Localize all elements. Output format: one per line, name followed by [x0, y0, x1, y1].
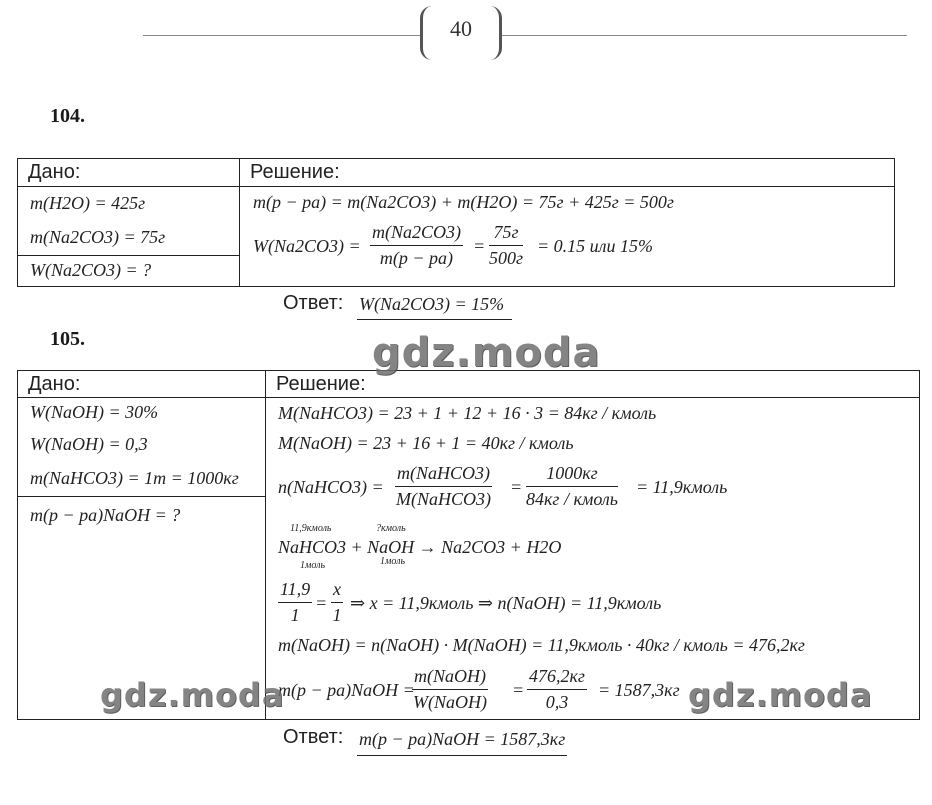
- reaction-below-2: 1моль: [380, 556, 406, 567]
- header-rule-left: [143, 35, 420, 36]
- watermark-center: gdz.moda: [372, 330, 601, 376]
- problem-105-fraction-3: [412, 666, 488, 713]
- problem-104-given-label: Дано:: [28, 161, 81, 183]
- problem-104-header-rule: [17, 186, 895, 187]
- problem-105-fraction-4: [527, 666, 587, 713]
- problem-104-solution-line-1: m(p − pa) = m(Na2CO3) + m(H2O) = 75г + 425г = 500г: [253, 192, 674, 212]
- problem-104-equals: =: [473, 236, 486, 256]
- watermark-bottom-left: gdz.moda: [100, 676, 285, 714]
- problem-105-solution-line-2: M(NaOH) = 23 + 16 + 1 = 40кг / кмоль: [278, 433, 574, 453]
- problem-105-divider: [265, 370, 266, 720]
- fraction-numerator: 11,9: [278, 579, 312, 603]
- page-number: 40: [450, 16, 472, 41]
- problem-105-solution-line-1: M(NaHCO3) = 23 + 1 + 12 + 16 · 3 = 84кг / кмоль: [278, 403, 657, 423]
- problem-104-answer-label: Ответ:: [283, 292, 344, 314]
- fraction-numerator: x: [331, 579, 343, 603]
- problem-105-reaction: NaHCO3 + NaOH → Na2CO3 + H2O: [278, 537, 562, 557]
- problem-104-number: 104.: [50, 105, 85, 127]
- problem-104-solution-line-2-lhs: W(Na2CO3) =: [253, 236, 361, 256]
- problem-105-fraction-1: [395, 463, 492, 510]
- problem-105-line-3-lhs: n(NaHCO3) =: [278, 477, 384, 497]
- problem-105-line-6-lhs: m(p − pa)NaOH =: [278, 680, 415, 700]
- reaction-above-1: 11,9кмоль: [290, 523, 332, 534]
- fraction-numerator: m(NaHCO3): [395, 463, 492, 487]
- reaction-below-1: 1моль: [300, 560, 326, 571]
- problem-104-fraction-2: [489, 222, 523, 269]
- problem-104-find: W(Na2CO3) = ?: [30, 260, 152, 280]
- fraction-denominator: W(NaOH): [413, 692, 487, 712]
- proportion-fraction-1: [278, 579, 312, 626]
- fraction-denominator: 84кг / кмоль: [526, 489, 618, 509]
- proportion-equals: =: [315, 593, 328, 613]
- fraction-numerator: m(Na2CO3): [370, 222, 463, 246]
- problem-104-answer-underline: [357, 319, 512, 320]
- fraction-numerator: 1000кг: [526, 463, 618, 487]
- problem-105-given-label: Дано:: [28, 373, 81, 395]
- problem-105-line-6-equals: =: [512, 680, 525, 700]
- problem-104-given-find-rule: [17, 255, 239, 256]
- fraction-denominator: M(NaHCO3): [396, 489, 491, 509]
- problem-105-line-3-equals: =: [510, 477, 523, 497]
- problem-105-fraction-2: [526, 463, 618, 510]
- fraction-denominator: 0,3: [545, 692, 569, 712]
- problem-105-number: 105.: [50, 328, 85, 350]
- watermark-bottom-right: gdz.moda: [688, 676, 873, 714]
- problem-105-given-1: W(NaOH) = 30%: [30, 402, 159, 422]
- fraction-denominator: m(p − pa): [379, 248, 454, 268]
- problem-105-solution-label: Решение:: [276, 373, 366, 395]
- problem-105-given-3: m(NaHCO3) = 1т = 1000кг: [30, 468, 239, 488]
- problem-105-solution-line-5: m(NaOH) = n(NaOH) · M(NaOH) = 11,9кмоль · 40кг / кмоль = 476,2кг: [278, 635, 805, 655]
- problem-105-answer-underline: [357, 755, 567, 756]
- problem-105-header-rule: [17, 397, 920, 398]
- problem-104-given-1: m(H2O) = 425г: [30, 193, 146, 213]
- problem-105-line-3-rhs: = 11,9кмоль: [636, 477, 728, 497]
- fraction-numerator: 75г: [489, 222, 523, 246]
- problem-104-solution-label: Решение:: [250, 161, 340, 183]
- problem-104-answer: W(Na2CO3) = 15%: [359, 294, 505, 314]
- problem-104-divider: [239, 158, 240, 287]
- problem-105-given-2: W(NaOH) = 0,3: [30, 434, 148, 454]
- problem-105-answer-label: Ответ:: [283, 726, 344, 748]
- proportion-fraction-2: [331, 579, 343, 626]
- fraction-denominator: 500г: [489, 248, 524, 268]
- fraction-denominator: 1: [290, 605, 300, 625]
- fraction-denominator: 1: [332, 605, 342, 625]
- fraction-numerator: 476,2кг: [527, 666, 587, 690]
- reaction-above-2: ?кмоль: [376, 523, 406, 534]
- fraction-numerator: m(NaOH): [412, 666, 488, 690]
- problem-105-find: m(p − pa)NaOH = ?: [30, 505, 181, 525]
- problem-105-answer: m(p − pa)NaOH = 1587,3кг: [359, 729, 566, 749]
- problem-105-given-find-rule: [17, 496, 265, 497]
- header-rule-right: [502, 35, 907, 36]
- problem-104-given-2: m(Na2CO3) = 75г: [30, 227, 166, 247]
- problem-105-line-6-rhs: = 1587,3кг: [598, 680, 680, 700]
- proportion-rhs: ⇒ x = 11,9кмоль ⇒ n(NaOH) = 11,9кмоль: [350, 593, 662, 613]
- problem-104-solution-line-2-rhs: = 0.15 или 15%: [537, 236, 653, 256]
- problem-104-fraction-1: [370, 222, 463, 269]
